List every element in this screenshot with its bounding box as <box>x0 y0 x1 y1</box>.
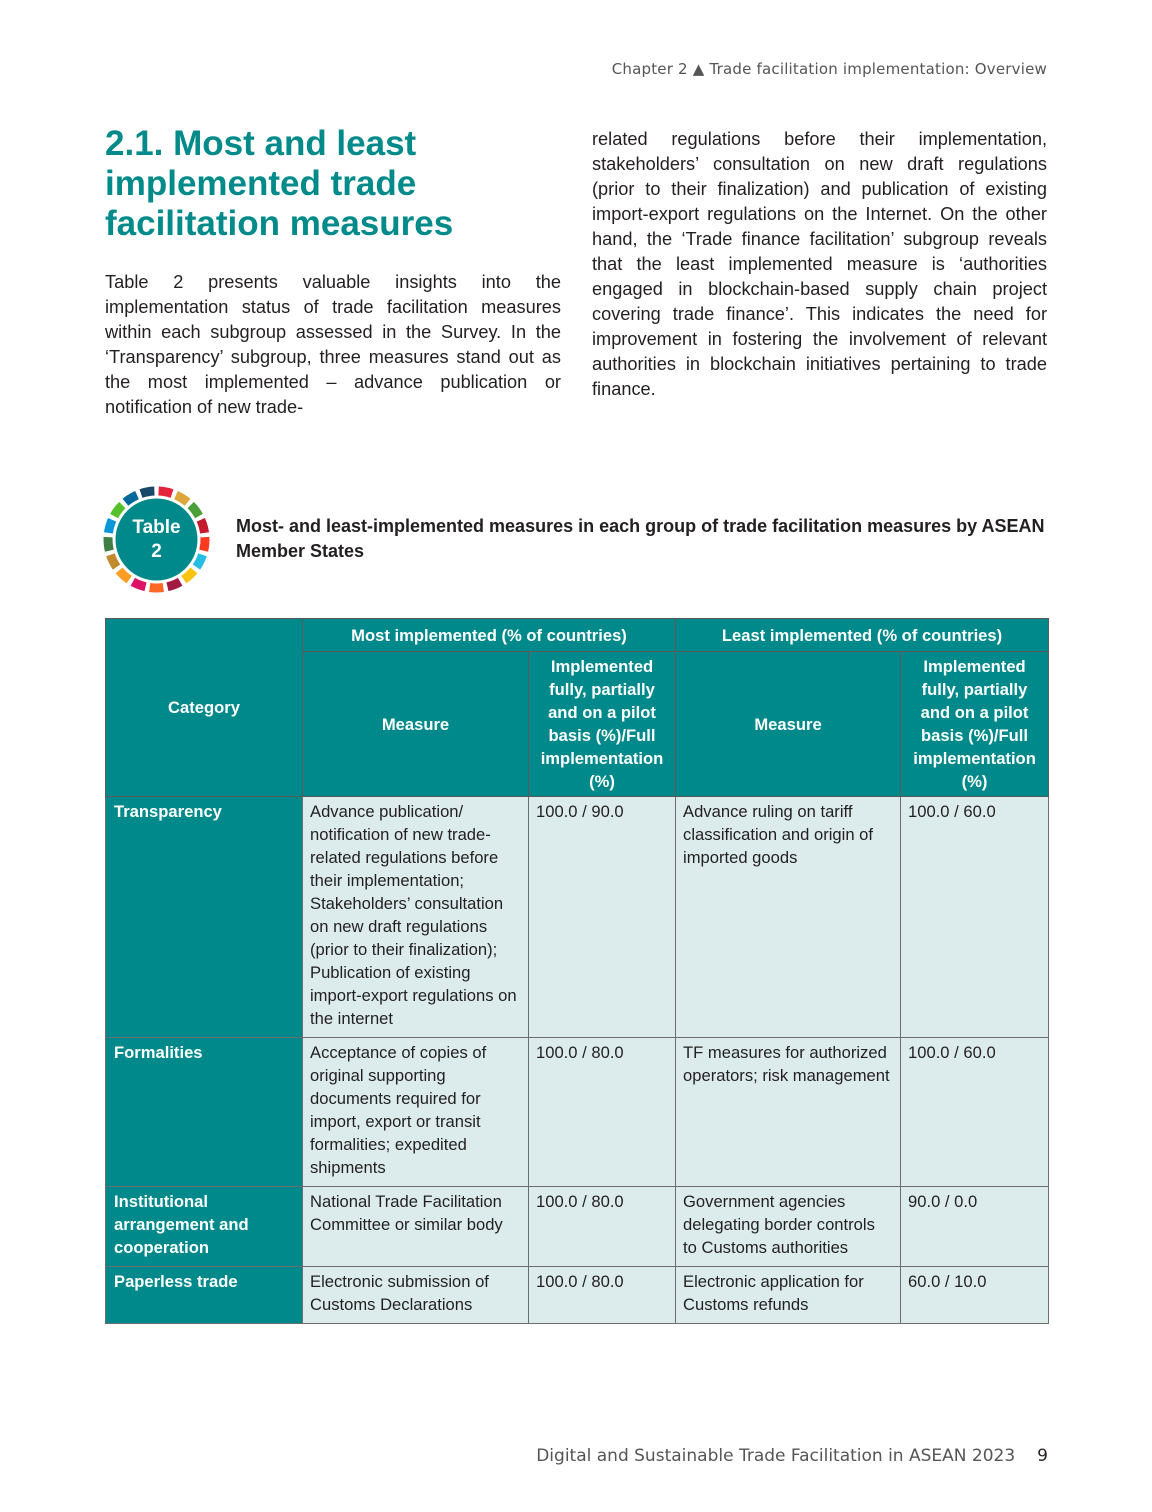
running-head: Chapter 2 ▲ Trade facilitation implementation: Overview <box>611 60 1047 78</box>
publication-title: Digital and Sustainable Trade Facilitation in ASEAN 2023 <box>536 1446 1016 1466</box>
row-least-measure: Advance ruling on tariff classification and origin of imported goods <box>676 797 901 1038</box>
row-most-value: 100.0 / 90.0 <box>529 797 676 1038</box>
measures-table <box>105 618 1049 1324</box>
table-badge-word: Table <box>132 516 181 538</box>
table-badge-label <box>103 486 210 593</box>
table-header-row <box>106 619 1049 652</box>
row-most-value: 100.0 / 80.0 <box>529 1038 676 1187</box>
row-category: Transparency <box>106 797 303 1038</box>
body-column-right <box>592 127 1047 402</box>
row-least-measure: TF measures for authorized operators; risk management <box>676 1038 901 1187</box>
body-paragraph: related regulations before their implementation, stakeholders’ consultation on new draft regulations (prior to their finalization) and publication of existing import-export regulations on the Internet. On the other hand, the ‘Trade finance facilitation’ subgroup reveals that the least implemented measure is ‘authorities engaged in blockchain-based supply chain project covering trade finance’. This indicates the need for improvement in fostering the involvement of relevant authorities in blockchain initiatives pertaining to trade finance. <box>592 129 1047 399</box>
table-row <box>106 1267 1049 1324</box>
row-most-measure: Electronic submission of Customs Declarations <box>303 1267 529 1324</box>
header-most-implementation: Implemented fully, partially and on a pilot basis (%)/Full implementation (%) <box>529 652 676 797</box>
row-least-measure: Electronic application for Customs refunds <box>676 1267 901 1324</box>
page-number: 9 <box>1037 1446 1048 1466</box>
row-most-value: 100.0 / 80.0 <box>529 1187 676 1267</box>
header-least-implementation: Implemented fully, partially and on a pilot basis (%)/Full implementation (%) <box>901 652 1049 797</box>
table-badge-number: 2 <box>151 540 162 562</box>
row-category: Institutional arrangement and cooperation <box>106 1187 303 1267</box>
table-badge <box>103 486 210 593</box>
row-least-value: 100.0 / 60.0 <box>901 797 1049 1038</box>
header-least-measure: Measure <box>676 652 901 797</box>
row-category: Formalities <box>106 1038 303 1187</box>
header-most-implemented: Most implemented (% of countries) <box>303 619 676 652</box>
table-row <box>106 797 1049 1038</box>
row-least-value: 100.0 / 60.0 <box>901 1038 1049 1187</box>
body-column-left <box>105 270 561 420</box>
row-most-value: 100.0 / 80.0 <box>529 1267 676 1324</box>
header-category: Category <box>106 619 303 797</box>
row-category: Paperless trade <box>106 1267 303 1324</box>
row-most-measure: Advance publication/ notification of new trade-related regulations before their implementation; Stakeholders’ consultation on new draft regulations (prior to their finalization); Publication of existing import-export regulations on the internet <box>303 797 529 1038</box>
header-least-implemented: Least implemented (% of countries) <box>676 619 1049 652</box>
row-least-measure: Government agencies delegating border controls to Customs authorities <box>676 1187 901 1267</box>
page-footer <box>536 1446 1048 1466</box>
table-caption: Most- and least-implemented measures in each group of trade facilitation measures by ASEAN Member States <box>236 516 1045 561</box>
row-most-measure: Acceptance of copies of original supporting documents required for import, export or transit formalities; expedited shipments <box>303 1038 529 1187</box>
table-row <box>106 1038 1049 1187</box>
row-most-measure: National Trade Facilitation Committee or similar body <box>303 1187 529 1267</box>
section-title: 2.1. Most and least implemented trade facilitation measures <box>105 124 454 243</box>
body-paragraph: Table 2 presents valuable insights into the implementation status of trade facilitation measures within each subgroup assessed in the Survey. In the ‘Transparency’ subgroup, three measures stand out as the most implemented – advance publication or notification of new trade- <box>105 272 561 417</box>
row-least-value: 60.0 / 10.0 <box>901 1267 1049 1324</box>
header-most-measure: Measure <box>303 652 529 797</box>
table-row <box>106 1187 1049 1267</box>
row-least-value: 90.0 / 0.0 <box>901 1187 1049 1267</box>
